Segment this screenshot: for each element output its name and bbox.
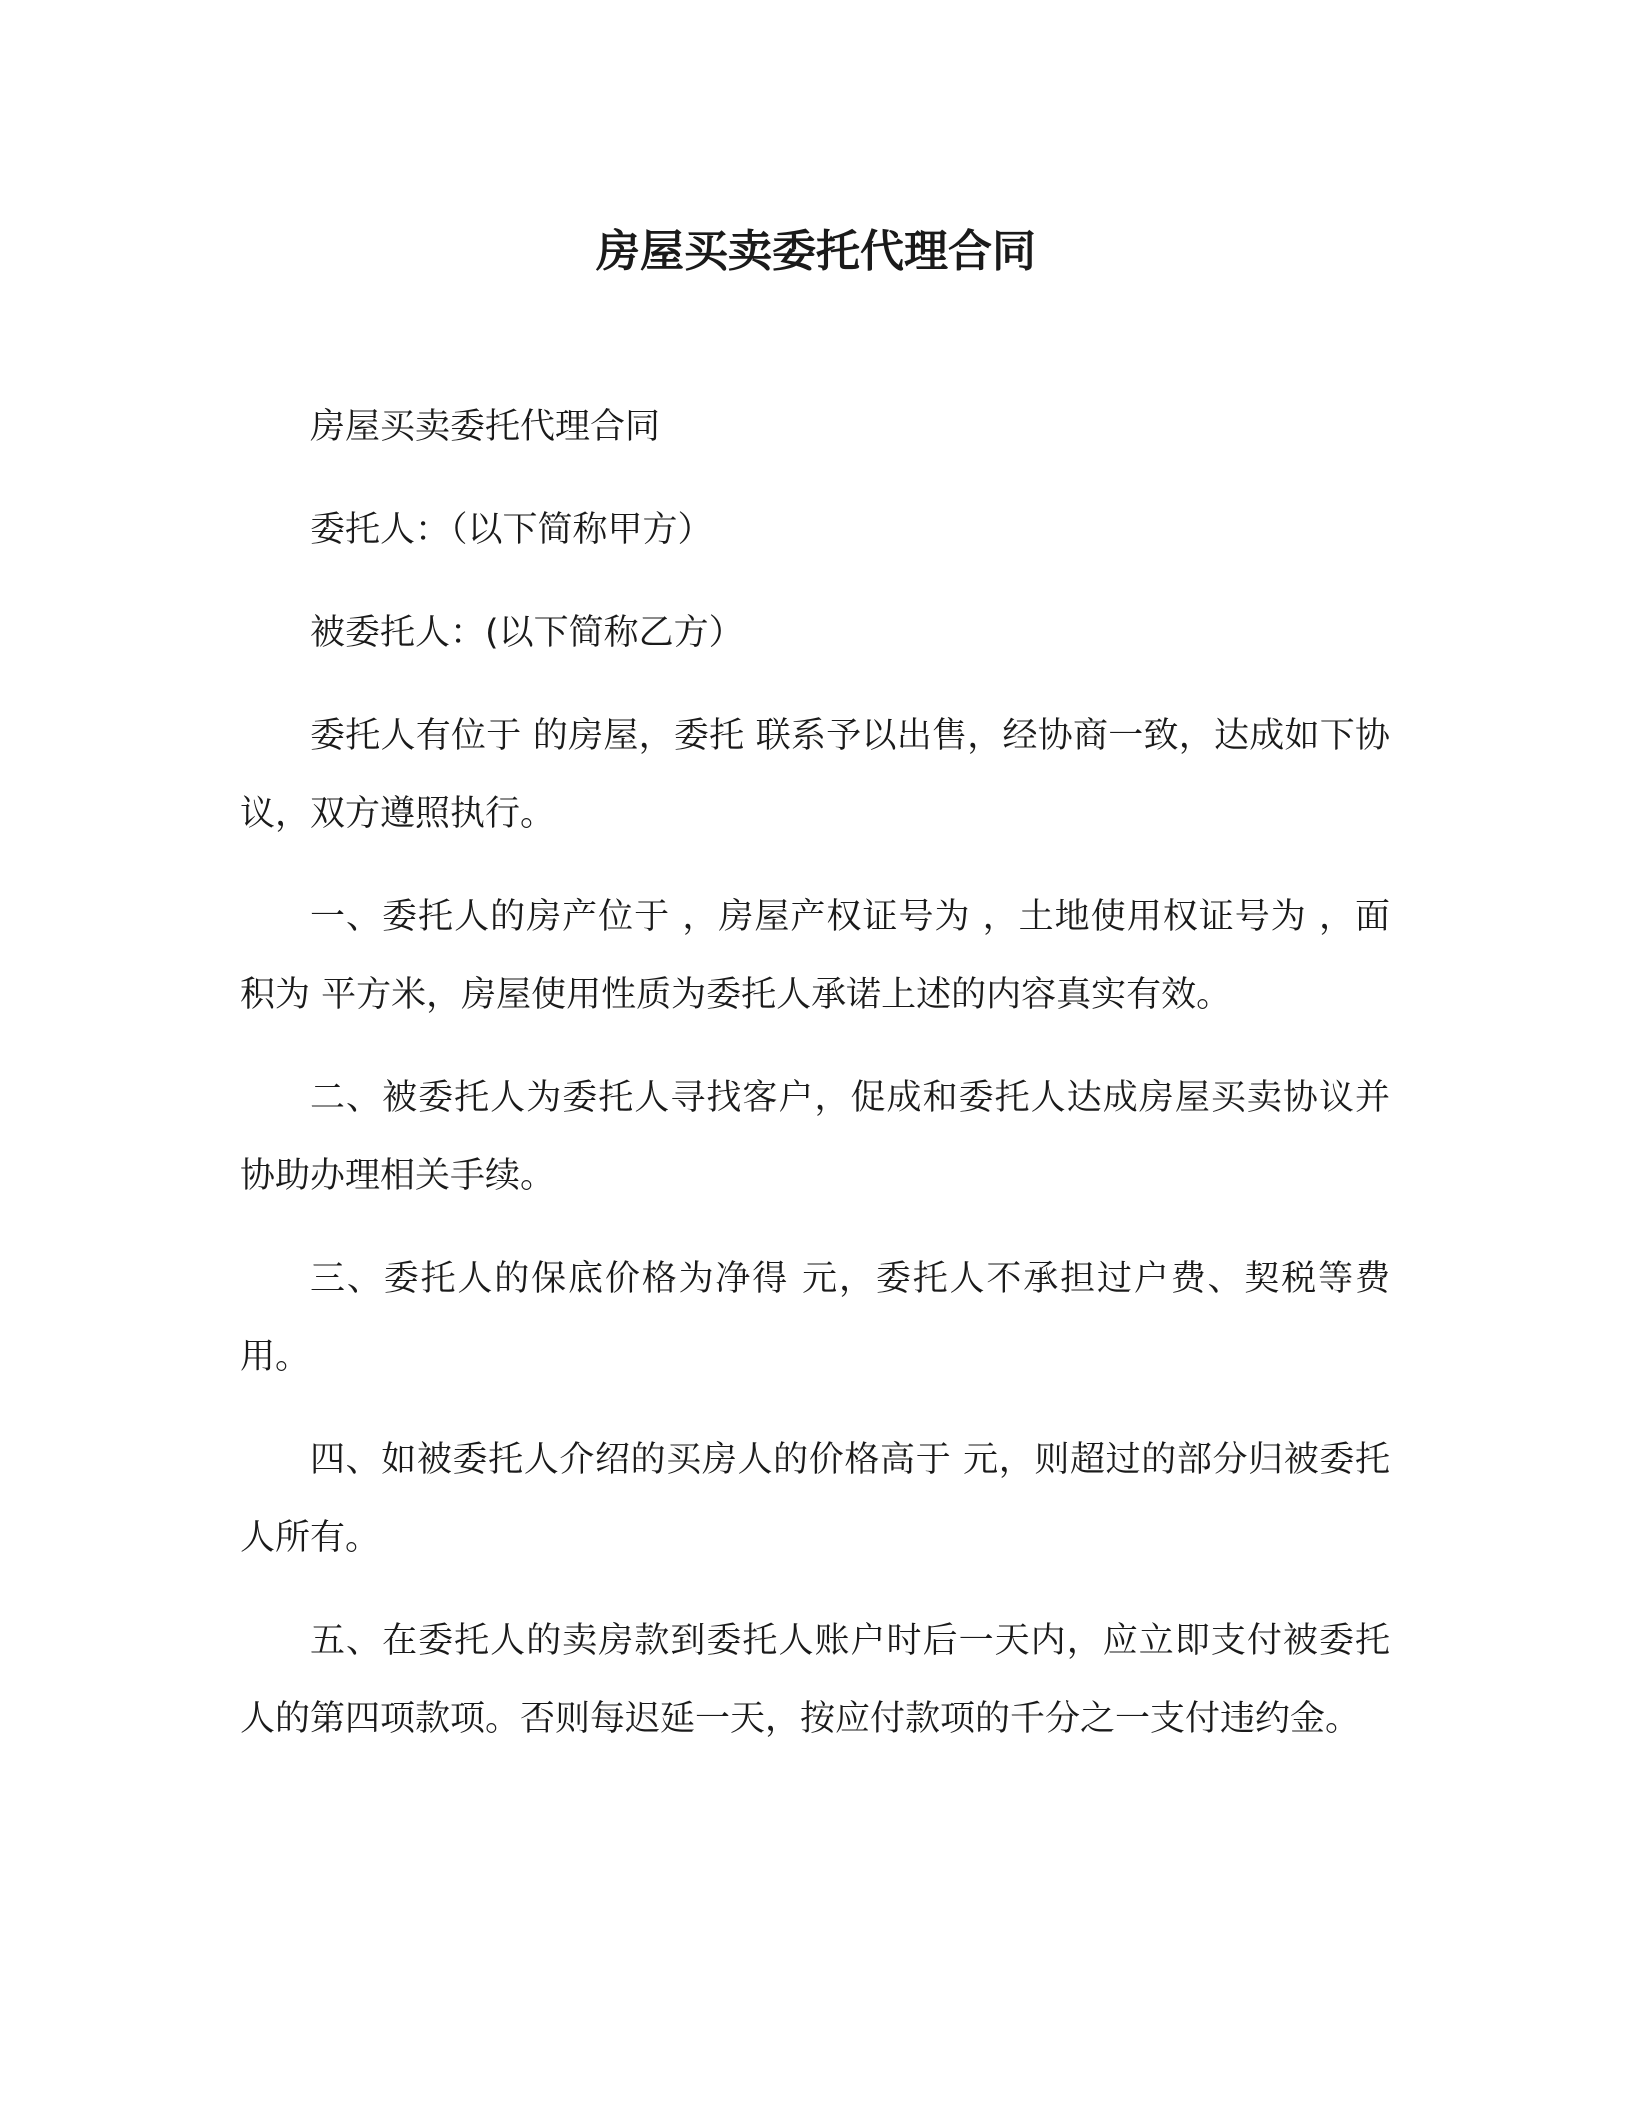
agent-line: 被委托人：(以下简称乙方） (310, 613, 744, 653)
clause-4: 四、如被委托人介绍的买房人的价格高于 元，则超过的部分归被委托人所有。 (240, 1440, 1390, 1558)
contract-heading: 房屋买卖委托代理合同 (310, 407, 661, 447)
clause-3: 三、委托人的保底价格为净得 元，委托人不承担过户费、契税等费用。 (240, 1259, 1390, 1377)
clause-2: 二、被委托人为委托人寻找客户，促成和委托人达成房屋买卖协议并协助办理相关手续。 (240, 1078, 1390, 1196)
principal-line: 委托人：（以下简称甲方） (310, 510, 713, 550)
document-title: 房屋买卖委托代理合同 (596, 226, 1036, 277)
preamble-paragraph: 委托人有位于 的房屋，委托 联系予以出售，经协商一致，达成如下协议，双方遵照执行。 (240, 716, 1390, 834)
document-body (240, 388, 1390, 1783)
clause-1: 一、委托人的房产位于 ，房屋产权证号为 ，土地使用权证号为 ，面积为 平方米，房屋使用性质为委托人承诺上述的内容真实有效。 (240, 897, 1390, 1015)
clause-5: 五、在委托人的卖房款到委托人账户时后一天内，应立即支付被委托人的第四项款项。否则每迟延一天，按应付款项的千分之一支付违约金。 (240, 1621, 1390, 1739)
